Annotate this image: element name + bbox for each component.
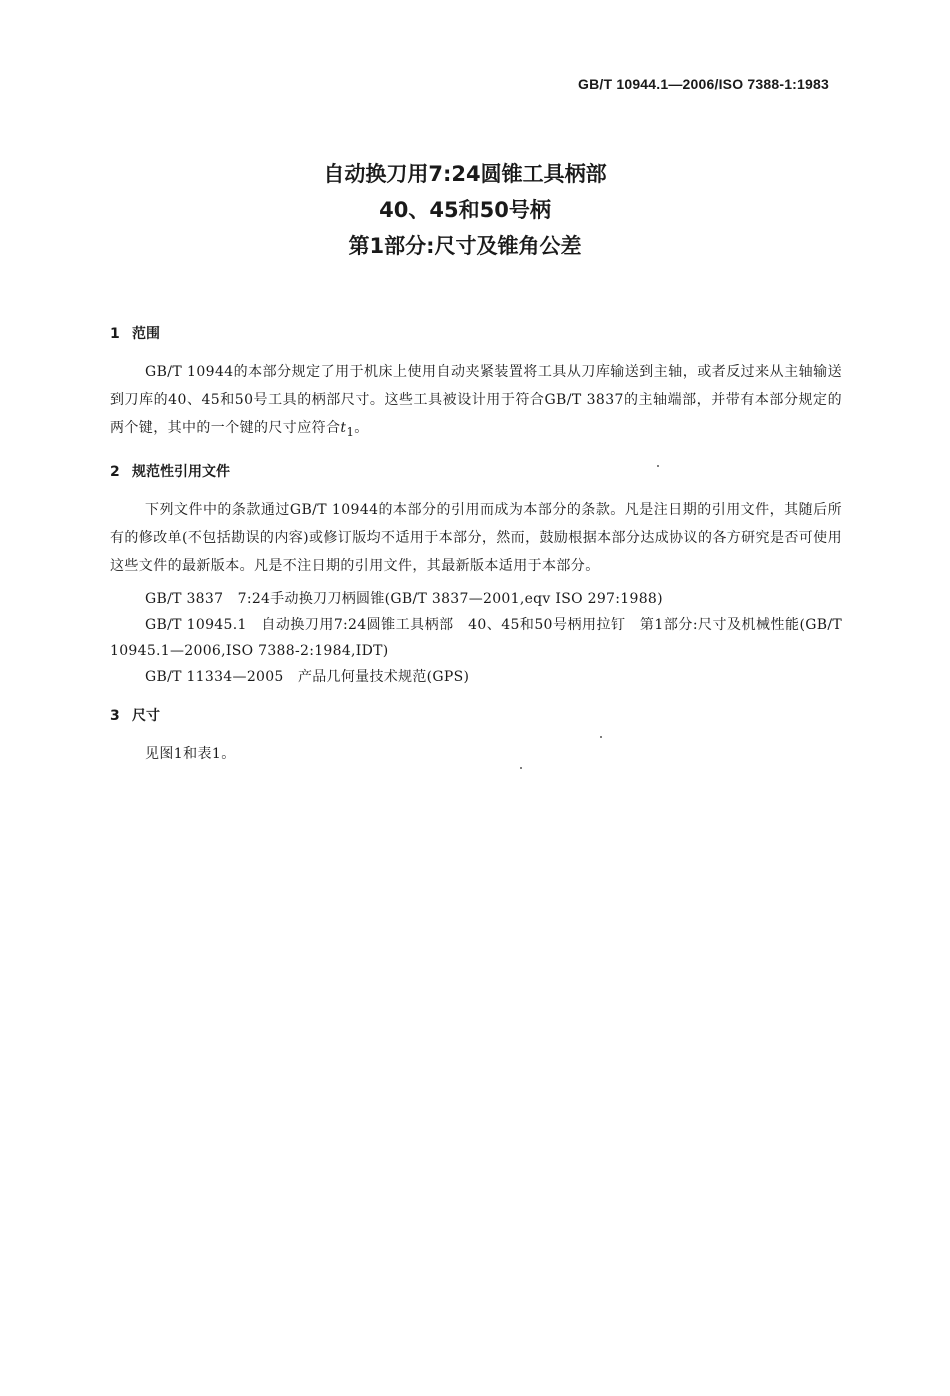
key-dimension-symbol: t — [340, 420, 347, 436]
document-body — [110, 320, 842, 768]
document-title — [0, 156, 930, 264]
scan-speck — [600, 736, 602, 738]
standard-code: GB/T 10944.1—2006/ISO 7388-1:1983 — [578, 76, 829, 92]
reference-item: GB/T 3837 7:24手动换刀刀柄圆锥(GB/T 3837—2001,eqv ISO 297:1988) — [145, 590, 663, 607]
reference-item: GB/T 11334—2005 产品几何量技术规范(GPS) — [145, 668, 470, 685]
section-heading-normative-references — [110, 458, 842, 486]
scan-speck — [520, 767, 522, 769]
title-line-2: 40、45和50号柄 — [379, 198, 551, 222]
title-line-1: 自动换刀用7:24圆锥工具柄部 — [323, 162, 607, 186]
section-number: 3 — [110, 707, 120, 724]
scan-speck — [657, 465, 659, 467]
section-title: 范围 — [132, 326, 160, 342]
title-line-3: 第1部分:尺寸及锥角公差 — [348, 234, 582, 258]
section-number: 2 — [110, 463, 120, 480]
references-intro-paragraph: 下列文件中的条款通过GB/T 10944的本部分的引用而成为本部分的条款。凡是注日期的引用文件，其随后所有的修改单(不包括勘误的内容)或修订版均不适用于本部分，然而，鼓励根据本部分达成协议的各方研究是否可使用这些文件的最新版本。凡是不注日期的引用文件，其最新版本适用于本部分。 — [110, 501, 842, 574]
scope-paragraph: GB/T 10944的本部分规定了用于机床上使用自动夹紧装置将工具从刀库输送到主轴，或者反过来从主轴输送到刀库的40、45和50号工具的柄部尺寸。这些工具被设计用于符合GB/T 3837的主轴端部，并带有本部分规定的两个键，其中的一个键的尺寸应符合$t_1$。 — [110, 364, 842, 439]
key-dimension-subscript: 1 — [346, 424, 355, 439]
section-title: 尺寸 — [132, 707, 160, 724]
dimensions-paragraph: 见图1和表1。 — [145, 745, 236, 762]
section-number: 1 — [110, 326, 120, 342]
section-title: 规范性引用文件 — [132, 463, 230, 480]
section-heading-scope — [110, 320, 842, 348]
section-heading-dimensions — [110, 702, 842, 730]
reference-item: GB/T 10945.1 自动换刀用7:24圆锥工具柄部 40、45和50号柄用拉钉 第1部分:尺寸及机械性能(GB/T 10945.1—2006,ISO 7388-2:1984,IDT) — [110, 616, 842, 659]
